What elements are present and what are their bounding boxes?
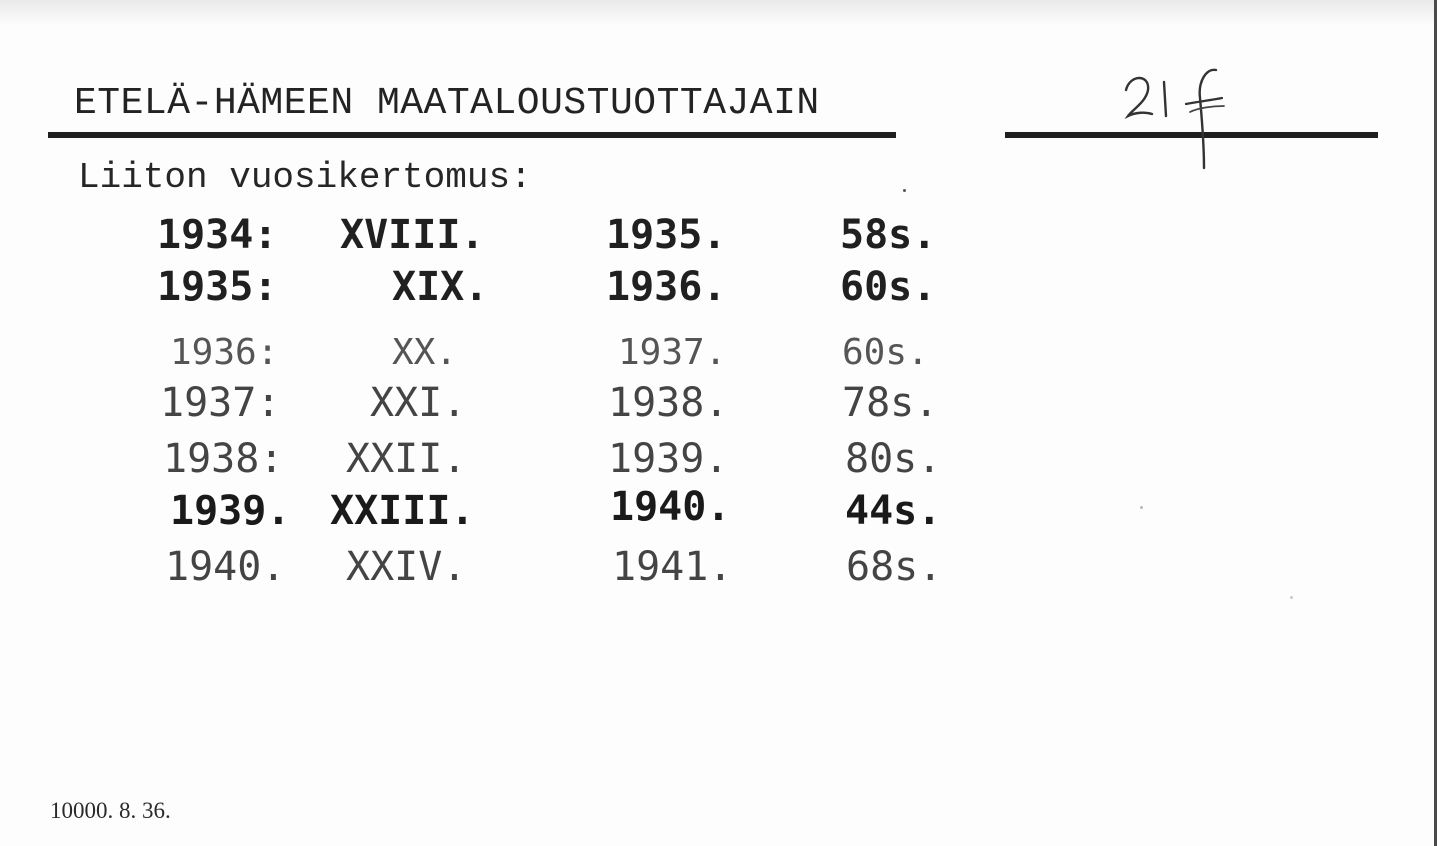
entry-year: 1940.	[165, 544, 286, 590]
entry-pages: 68s.	[846, 544, 943, 590]
entry-volume: XXI.	[370, 380, 467, 426]
handwritten-shelf-mark	[1120, 68, 1240, 178]
entry-published: 1940.	[610, 484, 731, 530]
entry-year: 1934:	[157, 212, 278, 258]
entry-pages: 44s.	[845, 488, 942, 534]
entry-published: 1941.	[612, 544, 733, 590]
entry-volume: XIX.	[392, 264, 489, 310]
entry-volume: XXIII.	[330, 488, 475, 534]
entry-published: 1937.	[618, 332, 727, 373]
entry-year: 1939.	[170, 488, 291, 534]
entry-year: 1936:	[170, 332, 279, 373]
paper-speck	[1140, 506, 1143, 509]
entry-year: 1937:	[160, 380, 281, 426]
entry-year: 1935:	[157, 264, 278, 310]
entry-volume: XVIII.	[340, 212, 485, 258]
header-rule-left	[48, 132, 896, 138]
entry-volume: XXII.	[346, 436, 467, 482]
entry-pages: 58s.	[840, 212, 937, 258]
card-subtitle: Liiton vuosikertomus:	[78, 157, 532, 198]
printer-mark: 10000. 8. 36.	[50, 798, 171, 823]
entry-volume: XX.	[392, 332, 458, 373]
entry-volume: XXIV.	[346, 544, 467, 590]
entry-pages: 60s.	[842, 332, 929, 373]
entry-pages: 80s.	[845, 436, 942, 482]
entry-pages: 78s.	[842, 380, 939, 426]
entry-published: 1936.	[606, 264, 727, 310]
paper-speck	[903, 189, 906, 192]
scan-shadow	[0, 0, 1437, 26]
entry-year: 1938:	[163, 436, 284, 482]
entry-published: 1935.	[606, 212, 727, 258]
entry-published: 1939.	[608, 436, 729, 482]
entry-pages: 60s.	[840, 264, 937, 310]
card-header-title: ETELÄ-HÄMEEN MAATALOUSTUOTTAJAIN	[74, 82, 820, 125]
paper-speck	[1290, 596, 1293, 599]
entry-published: 1938.	[608, 380, 729, 426]
